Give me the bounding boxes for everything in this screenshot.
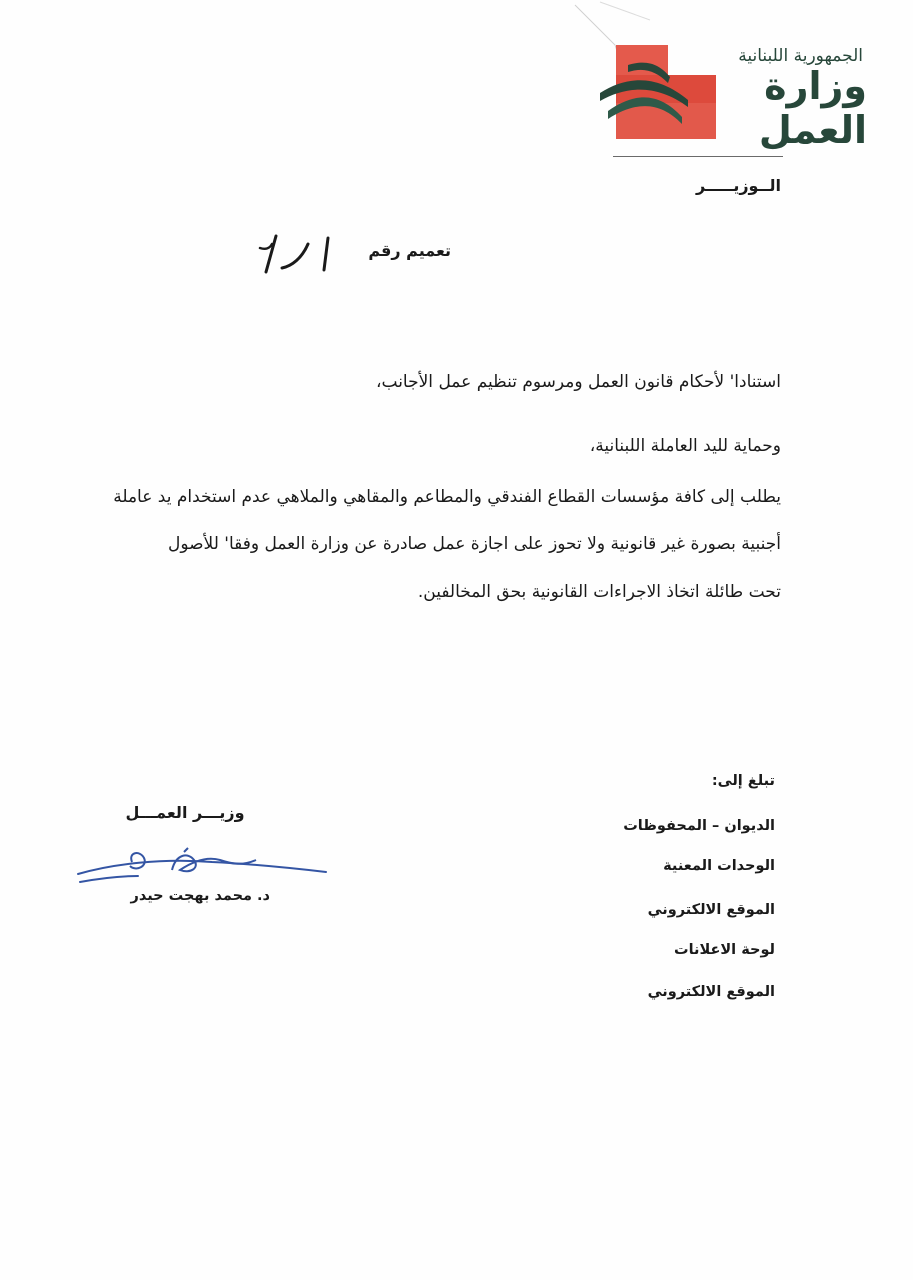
ministry-title: وزارة العمل: [758, 64, 867, 152]
header-divider: [613, 156, 783, 157]
cc-item: الموقع الالكتروني: [647, 984, 775, 1000]
republic-title: الجمهورية اللبنانية: [738, 46, 863, 66]
cc-item: لوحة الاعلانات: [674, 942, 775, 958]
minister-heading: الــوزيـــــر: [696, 176, 781, 195]
cc-item: الديوان – المحفوظات: [623, 818, 775, 834]
signatory-name: د. محمد بهجت حيدر: [130, 888, 270, 904]
body-line-3: يطلب إلى كافة مؤسسات القطاع الفندقي والمطاعم والمقاهي والملاهي عدم استخدام يد عاملة: [113, 487, 781, 507]
body-line-1: استنادا' لأحكام قانون العمل ومرسوم تنظيم عمل الأجانب،: [376, 372, 781, 392]
body-line-4: أجنبية بصورة غير قانونية ولا تحوز على اجازة عمل صادرة عن وزارة العمل وفقا' للأصول: [167, 534, 781, 554]
circular-label: تعميم رقم: [368, 241, 451, 260]
cc-item: الوحدات المعنية: [663, 858, 775, 874]
cc-item: الموقع الالكتروني: [647, 902, 775, 918]
body-line-2: وحماية لليد العاملة اللبنانية،: [589, 436, 781, 456]
handwritten-circular-number: [252, 228, 344, 278]
signature-title: وزيـــر العمـــل: [125, 803, 245, 822]
cc-heading: تبلغ إلى:: [711, 773, 775, 789]
body-line-5: تحت طائلة اتخاذ الاجراءات القانونية بحق المخالفين.: [417, 582, 781, 602]
